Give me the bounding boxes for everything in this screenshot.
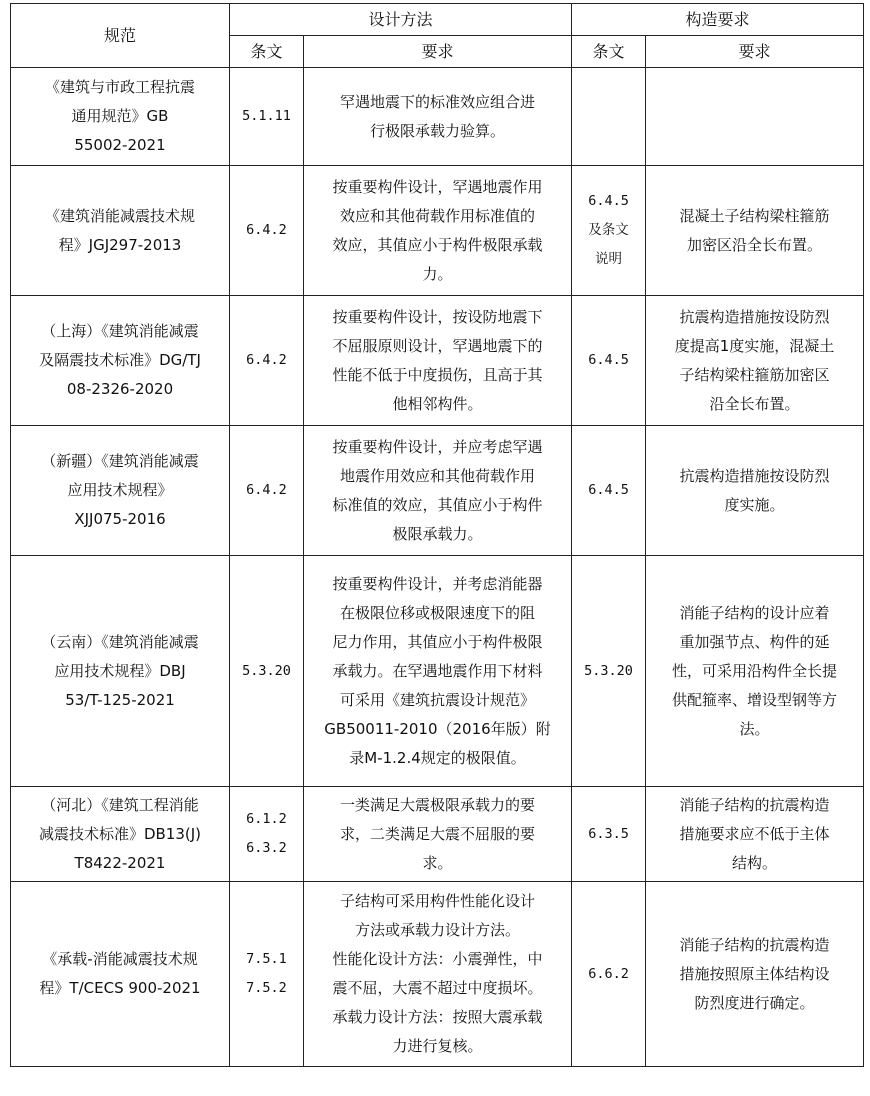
cell-line: 7.5.2 — [246, 980, 287, 996]
cell-line: 《承载-消能减震技术规 — [42, 950, 198, 968]
cons-requirement-cell — [646, 882, 864, 1067]
table-row — [11, 787, 864, 882]
cell-line: 消能子结构的抗震构造 — [679, 795, 830, 814]
header-cons-requirement: 要求 — [646, 36, 864, 68]
spec-cell — [11, 68, 230, 166]
cons-requirement-cell — [646, 166, 864, 296]
cell-line: 及隔震技术标准》DG/TJ — [39, 351, 201, 369]
header-cons-clause: 条文 — [572, 36, 646, 68]
cell-line: 6.4.2 — [246, 482, 287, 498]
cell-line: 效应和其他荷载作用标准值的 — [340, 206, 536, 225]
spec-cell — [11, 787, 230, 882]
cell-line: GB50011-2010（2016年版）附 — [324, 719, 551, 738]
cell-line: 减震技术标准》DB13(J) — [38, 824, 202, 843]
cell-line: 说明 — [595, 251, 623, 267]
cell-line: 6.4.5 — [588, 193, 629, 209]
cell-line: 罕遇地震下的标准效应组合进 — [340, 92, 536, 111]
cell-line: 消能子结构的抗震构造 — [679, 935, 830, 954]
table-row — [11, 882, 864, 1067]
cons-clause-cell — [572, 882, 646, 1067]
cell-line: 按重要构件设计，罕遇地震作用 — [332, 177, 543, 196]
design-clause-cell — [230, 787, 304, 882]
design-clause-cell — [230, 556, 304, 787]
cons-clause-cell — [572, 166, 646, 296]
cell-line: 性能不低于中度损伤，且高于其 — [332, 365, 543, 384]
design-clause-cell — [230, 166, 304, 296]
cell-line: 6.3.2 — [246, 840, 287, 856]
cell-line: 5.3.20 — [584, 662, 633, 679]
header-construction: 构造要求 — [572, 4, 864, 36]
cell-line: 抗震构造措施按设防烈 — [679, 466, 830, 485]
cell-line: 求。 — [422, 853, 453, 872]
design-requirement-cell — [304, 787, 572, 882]
cell-line: 6.4.5 — [588, 352, 629, 368]
design-requirement-cell — [304, 296, 572, 426]
table-row — [11, 166, 864, 296]
design-clause-cell — [230, 68, 304, 166]
cell-line: 程》T/CECS 900-2021 — [39, 979, 201, 997]
design-requirement-cell — [304, 68, 572, 166]
design-requirement-cell — [304, 166, 572, 296]
table-row — [11, 68, 864, 166]
cell-line: 录M-1.2.4规定的极限值。 — [349, 748, 526, 767]
cell-line: 一类满足大震极限承载力的要 — [340, 795, 536, 814]
cell-line: 《建筑与市政工程抗震 — [44, 78, 195, 96]
header-row-1 — [11, 4, 864, 36]
cons-clause-cell — [572, 556, 646, 787]
cell-line: 极限承载力。 — [392, 524, 483, 543]
cell-line: 按重要构件设计，并应考虑罕遇 — [332, 437, 543, 456]
cell-line: 行极限承载力验算。 — [370, 121, 506, 140]
cell-line: 5.3.20 — [242, 662, 291, 679]
cell-line: 子结构可采用构件性能化设计 — [340, 892, 536, 910]
cell-line: 按重要构件设计，按设防地震下 — [332, 307, 543, 326]
spec-cell — [11, 882, 230, 1067]
cell-line: 可采用《建筑抗震设计规范》 — [340, 690, 536, 709]
cell-line: T8422-2021 — [74, 853, 166, 872]
cell-line: 供配箍率、增设型钢等方 — [672, 690, 838, 709]
cell-line: 6.6.2 — [588, 965, 629, 982]
cell-line: 程》JGJ297-2013 — [58, 235, 182, 254]
table-row — [11, 296, 864, 426]
design-requirement-cell — [304, 556, 572, 787]
cons-clause-cell — [572, 787, 646, 882]
spec-cell — [11, 426, 230, 556]
cell-line: 不屈服原则设计，罕遇地震下的 — [332, 336, 543, 355]
cons-requirement-cell — [646, 426, 864, 556]
cell-line: 结构。 — [732, 853, 778, 872]
cell-line: 承载力。在罕遇地震作用下材料 — [332, 661, 543, 680]
spec-comparison-table — [10, 3, 864, 1067]
header-design-method: 设计方法 — [230, 4, 572, 36]
cell-line: 55002-2021 — [74, 136, 166, 154]
cell-line: 子结构梁柱箍筋加密区 — [679, 365, 830, 384]
cell-line: 及条文 — [588, 222, 629, 238]
cell-line: 08-2326-2020 — [66, 380, 174, 398]
cell-line: 6.3.5 — [588, 825, 629, 842]
cell-line: 措施要求应不低于主体 — [679, 824, 830, 843]
cell-line: 《建筑消能减震技术规 — [44, 206, 195, 225]
design-requirement-cell — [304, 882, 572, 1067]
spec-cell — [11, 166, 230, 296]
cell-line: 效应，其值应小于构件极限承载 — [332, 235, 543, 254]
cons-clause-cell — [572, 426, 646, 556]
cell-line: 加密区沿全长布置。 — [687, 235, 823, 254]
cell-line: 震不屈，大震不超过中度损坏。 — [332, 979, 543, 997]
cell-line: 地震作用效应和其他荷载作用 — [340, 466, 536, 485]
cell-line: 标准值的效应，其值应小于构件 — [332, 495, 543, 514]
cell-line: 度实施。 — [724, 495, 785, 514]
spec-cell — [11, 296, 230, 426]
cell-line: 承载力设计方法：按照大震承载 — [332, 1008, 543, 1026]
cell-line: 重加强节点、构件的延 — [679, 632, 830, 651]
spec-cell — [11, 556, 230, 787]
cell-line: 6.1.2 — [246, 811, 287, 827]
cell-line: （上海）《建筑消能减震 — [41, 322, 199, 340]
cons-requirement-cell — [646, 787, 864, 882]
cell-line: （云南）《建筑消能减震 — [41, 632, 199, 651]
cell-line: 应用技术规程》DBJ — [54, 661, 186, 680]
cell-line: 法。 — [739, 719, 770, 738]
cell-line: 通用规范》GB — [71, 107, 169, 125]
design-clause-cell — [230, 426, 304, 556]
cell-line: 他相邻构件。 — [392, 394, 483, 413]
cell-line: XJJ075-2016 — [74, 510, 166, 528]
cell-line: 按重要构件设计，并考虑消能器 — [332, 574, 543, 593]
design-requirement-cell — [304, 426, 572, 556]
cell-line: 抗震构造措施按设防烈 — [679, 307, 830, 326]
cell-line: 混凝土子结构梁柱箍筋 — [679, 206, 830, 225]
design-clause-cell — [230, 296, 304, 426]
cell-line: 7.5.1 — [246, 951, 287, 967]
cell-line: 求，二类满足大震不屈服的要 — [340, 824, 536, 843]
cell-line: 6.4.2 — [246, 222, 287, 238]
cons-requirement-cell — [646, 68, 864, 166]
cell-line: 53/T-125-2021 — [65, 690, 175, 709]
cell-line: 5.1.11 — [242, 108, 291, 124]
cons-requirement-cell — [646, 296, 864, 426]
table-row — [11, 556, 864, 787]
table-row — [11, 426, 864, 556]
cell-line: （新疆）《建筑消能减震 — [41, 452, 199, 470]
cell-line: 度提高1度实施，混凝土 — [674, 336, 835, 355]
cell-line: 性，可采用沿构件全长提 — [672, 661, 838, 680]
cell-line: 方法或承载力设计方法。 — [355, 921, 521, 939]
header-spec: 规范 — [11, 4, 230, 68]
header-design-clause: 条文 — [230, 36, 304, 68]
cell-line: 性能化设计方法：小震弹性，中 — [332, 950, 543, 968]
cell-line: 6.4.2 — [246, 352, 287, 368]
cell-line: （河北）《建筑工程消能 — [41, 795, 199, 814]
cell-line: 尼力作用，其值应小于构件极限 — [332, 632, 543, 651]
cell-line: 应用技术规程》 — [67, 481, 173, 499]
cons-requirement-cell — [646, 556, 864, 787]
cons-clause-cell — [572, 296, 646, 426]
cell-line: 沿全长布置。 — [709, 394, 800, 413]
header-design-requirement: 要求 — [304, 36, 572, 68]
cell-line: 消能子结构的设计应着 — [679, 603, 830, 622]
cell-line: 6.4.5 — [588, 482, 629, 498]
cell-line: 在极限位移或极限速度下的阻 — [340, 603, 536, 622]
cons-clause-cell — [572, 68, 646, 166]
cell-line: 防烈度进行确定。 — [694, 993, 815, 1012]
cell-line: 力进行复核。 — [392, 1037, 483, 1055]
cell-line: 措施按照原主体结构设 — [679, 964, 830, 983]
cell-line: 力。 — [422, 264, 453, 283]
design-clause-cell — [230, 882, 304, 1067]
